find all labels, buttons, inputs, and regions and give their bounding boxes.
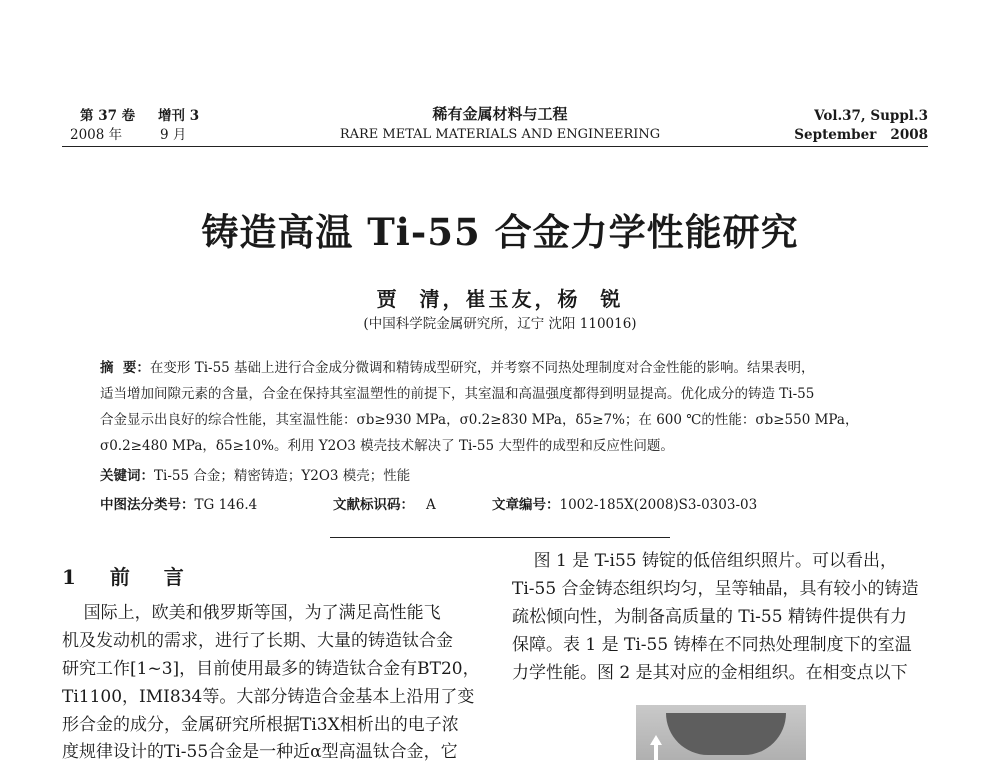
affiliation: (中国科学院金属研究所，辽宁 沈阳 110016) [363,316,637,332]
right-line-3: 疏松倾向性，为制备高质量的 Ti-55 精铸件提供有力 [512,607,907,627]
clc-number [100,497,257,513]
date-en: September 2008 [794,127,928,143]
right-line-1: 图 1 是 T-i55 铸锭的低倍组织照片。可以看出， [512,551,898,571]
abstract-line-4: σ0.2≥480 MPa，δ5≥10%。利用 Y2O3 模壳技术解决了 Ti-55 大型件的成型和反应性问题。 [100,438,674,454]
intro-line-4: Ti1100，IMI834等。大部分铸造合金基本上沿用了变 [62,687,475,707]
volume-label: 第 37 卷 [80,108,136,124]
arrow-shaft [654,745,658,760]
journal-name-en: RARE METAL MATERIALS AND ENGINEERING [339,127,661,142]
volume-en: Vol.37, Suppl.3 [814,108,928,124]
intro-line-1: 国际上，欧美和俄罗斯等国，为了满足高性能飞 [62,603,441,623]
abstract-line-1 [100,360,815,376]
abstract-text: 在变形 Ti-55 基础上进行合金成分微调和精铸成型研究，并考察不同热处理制度对合金性能的影响。结果表明， [149,360,815,376]
intro-line-2: 机及发动机的需求，进行了长期、大量的铸造钛合金 [62,631,453,651]
doc-code-value: A [426,497,436,513]
clc-value: TG 146.4 [194,497,258,513]
ingot-macrostructure-figure [636,705,806,760]
right-line-5: 力学性能。图 2 是其对应的金相组织。在相变点以下 [512,663,908,683]
right-line-4: 保障。表 1 是 Ti-55 铸棒在不同热处理制度下的室温 [512,635,912,655]
arrow-up-icon [650,735,662,745]
right-line-2: Ti-55 合金铸态组织均匀，呈等轴晶，具有较小的铸造 [512,579,919,599]
abstract-label: 摘 要： [100,360,150,376]
header-rule [62,146,928,147]
ingot-shrinkage-region [666,713,786,755]
article-number [492,497,757,513]
doc-code-label: 文献标识码： [333,497,414,513]
article-number-value: 1002-185X(2008)S3-0303-03 [559,497,758,513]
month-label: 9 月 [160,127,187,143]
section-heading: 1 前 言 [62,565,184,589]
abstract-end-rule [330,537,670,538]
issue-label: 增刊 3 [158,108,200,124]
abstract-line-3: 合金显示出良好的综合性能，其室温性能：σb≥930 MPa，σ0.2≥830 MPa，δ5≥7%；在 600 ℃的性能：σb≥550 MPa， [100,412,859,428]
doc-code [333,497,436,513]
journal-name-cn: 稀有金属材料与工程 [432,105,568,123]
clc-label: 中图法分类号： [100,497,195,513]
article-number-label: 文章编号： [492,497,560,513]
author-list: 贾 清，崔玉友，杨 锐 [376,287,624,311]
keywords [100,468,410,484]
keywords-value: Ti-55 合金；精密铸造；Y2O3 模壳；性能 [154,468,411,484]
paper-title: 铸造高温 Ti-55 合金力学性能研究 [201,210,799,254]
year-label: 2008 年 [70,127,123,143]
intro-line-6: 度规律设计的Ti-55合金是一种近α型高温钛合金，它 [62,742,458,762]
intro-line-3: 研究工作[1~3]，目前使用最多的铸造钛合金有BT20， [62,659,480,679]
intro-line-5: 形合金的成分，金属研究所根据Ti3X相析出的电子浓 [62,715,459,735]
keywords-label: 关键词： [100,468,154,484]
abstract-line-2: 适当增加间隙元素的含量，合金在保持其室温塑性的前提下，其室温和高温强度都得到明显提高。优化成分的铸造 Ti-55 [100,386,815,402]
